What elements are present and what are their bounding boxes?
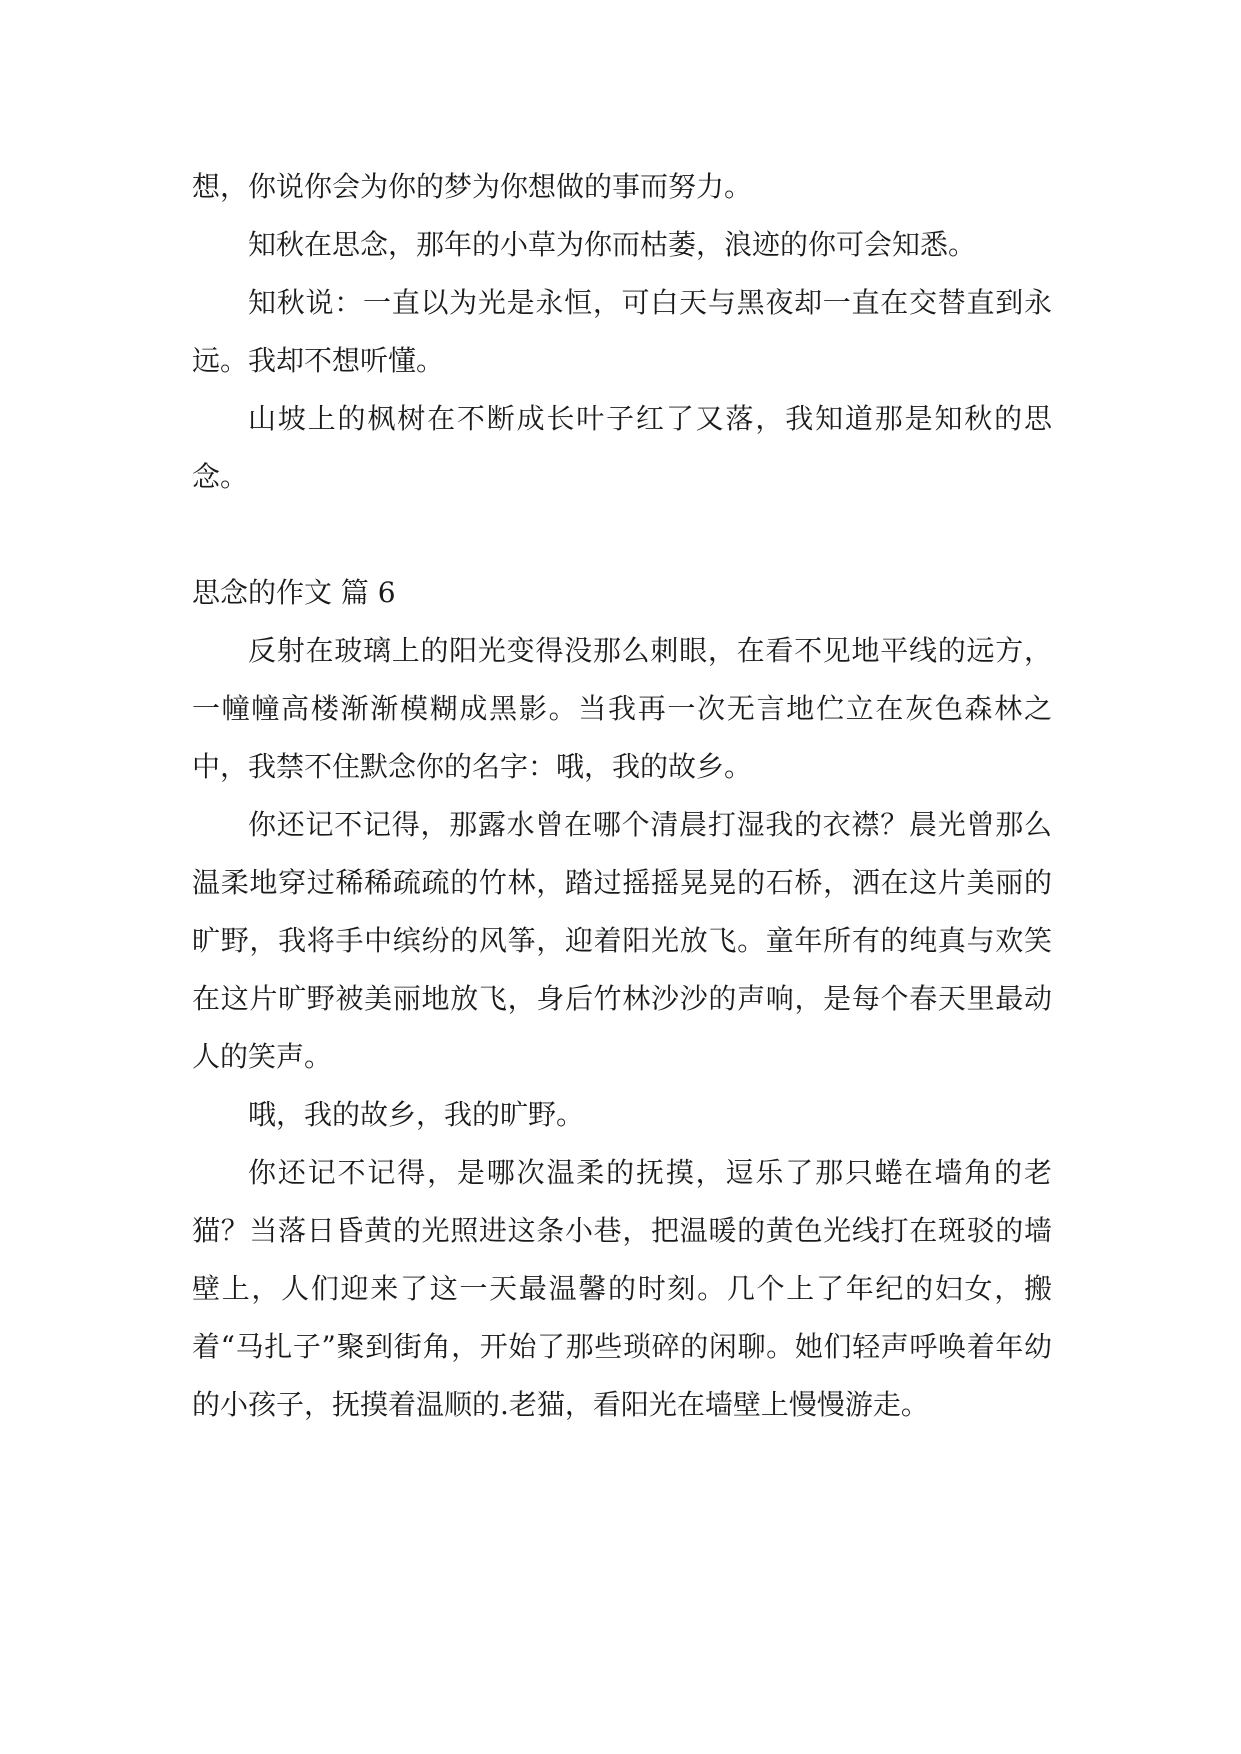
section-title: 思念的作文 篇 6	[192, 576, 396, 609]
paragraph-continuation: 想，你说你会为你的梦为你想做的事而努力。	[192, 170, 753, 203]
paragraph: 山坡上的枫树在不断成长叶子红了又落，我知道那是知秋的思念。	[192, 402, 1052, 493]
paragraph: 反射在玻璃上的阳光变得没那么刺眼，在看不见地平线的远方，一幢幢高楼渐渐模糊成黑影。当我再一次无言地伫立在灰色森林之中，我禁不住默念你的名字：哦，我的故乡。	[192, 634, 1052, 783]
section-gap	[192, 506, 1052, 564]
paragraph: 知秋在思念，那年的小草为你而枯萎，浪迹的你可会知悉。	[248, 228, 977, 261]
document-body	[192, 158, 1052, 1434]
paragraph: 知秋说：一直以为光是永恒，可白天与黑夜却一直在交替直到永远。我却不想听懂。	[192, 286, 1052, 377]
paragraph: 你还记不记得，那露水曾在哪个清晨打湿我的衣襟？晨光曾那么温柔地穿过稀稀疏疏的竹林，踏过摇摇晃晃的石桥，洒在这片美丽的旷野，我将手中缤纷的风筝，迎着阳光放飞。童年所有的纯真与欢笑在这片旷野被美丽地放飞，身后竹林沙沙的声响，是每个春天里最动人的笑声。	[192, 808, 1052, 1073]
paragraph: 你还记不记得，是哪次温柔的抚摸，逗乐了那只蜷在墙角的老猫？当落日昏黄的光照进这条小巷，把温暖的黄色光线打在斑驳的墙壁上，人们迎来了这一天最温馨的时刻。几个上了年纪的妇女，搬着“马扎子”聚到街角，开始了那些琐碎的闲聊。她们轻声呼唤着年幼的小孩子，抚摸着温顺的.老猫，看阳光在墙壁上慢慢游走。	[192, 1156, 1052, 1421]
paragraph: 哦，我的故乡，我的旷野。	[248, 1098, 585, 1131]
